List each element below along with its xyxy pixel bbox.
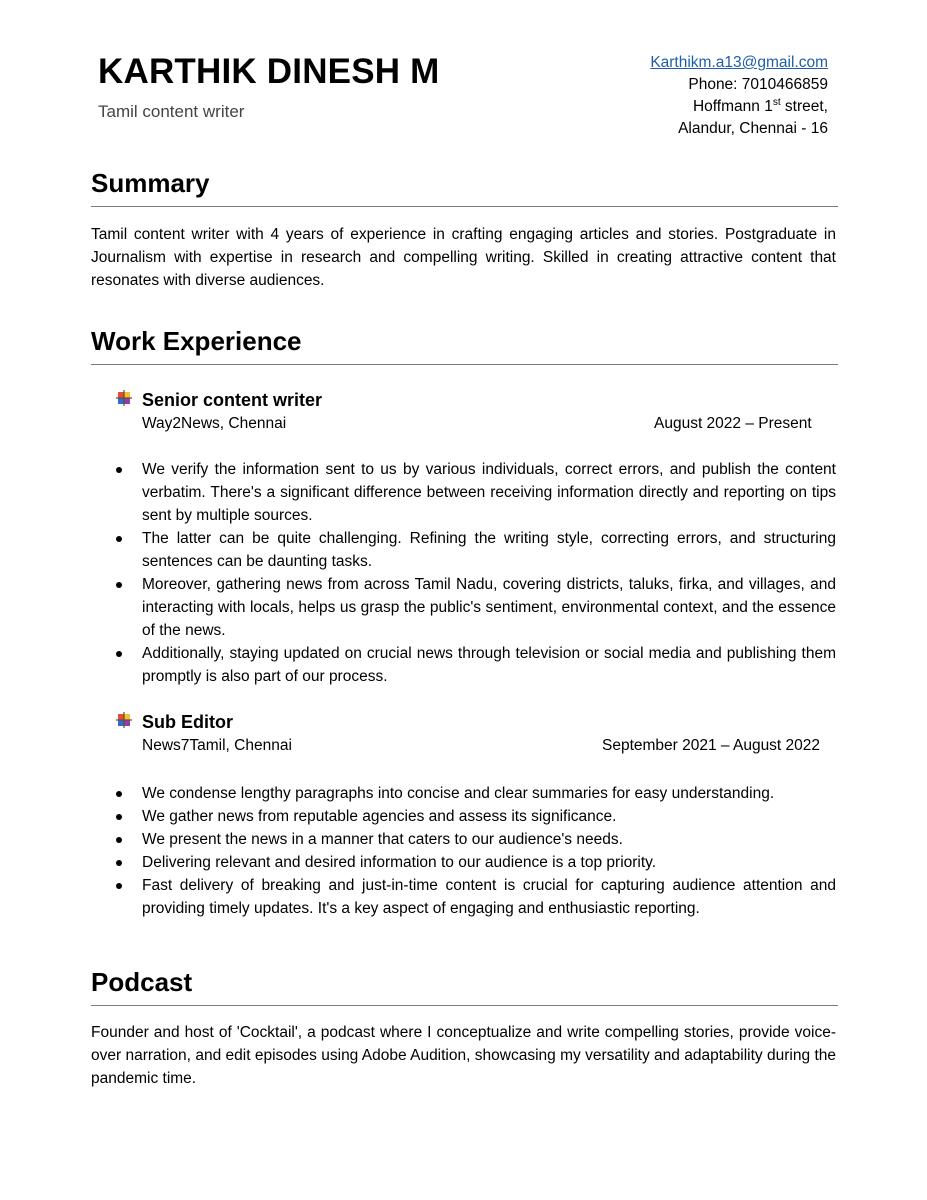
email-link[interactable]: Karthikm.a13@gmail.com [650,54,828,71]
bullet-dot-icon [116,791,122,797]
job-meta [116,735,836,757]
job-title-row [116,388,836,412]
work-experience-divider [91,364,838,365]
job-company: Way2News, Chennai [142,415,287,432]
job-dates: August 2022 – Present [654,415,812,432]
phone-text: Phone: 7010466859 [688,76,828,93]
bullet-dot-icon [116,860,122,866]
contact-block [650,52,828,140]
bullet-grid-icon [116,712,132,728]
list-item: We gather news from reputable agencies and assess its significance. [91,805,836,828]
summary-heading: Summary [91,168,210,198]
job-title-row [116,710,836,734]
job-meta [116,413,836,435]
bullet-dot-icon [116,837,122,843]
summary-divider [91,206,838,207]
bullet-dot-icon [116,814,122,820]
bullet-grid-icon [116,390,132,406]
bullet-dot-icon [116,467,122,473]
address-line-1: Hoffmann 1st street, [692,96,828,115]
job-company: News7Tamil, Chennai [142,737,292,754]
list-item: The latter can be quite challenging. Refining the writing style, correcting errors, and structuring sentences can be daunting tasks. [91,527,836,573]
job-entry-header [116,710,836,757]
list-item: We verify the information sent to us by various individuals, correct errors, and publish the content verbatim. There's a significant difference between receiving information directly and reporting on tips sent by multiple sources. [91,458,836,527]
podcast-text: Founder and host of 'Cocktail', a podcast where I conceptualize and write compelling stories, provide voice-over narration, and edit episodes using Adobe Audition, showcasing my versatility and adaptability during the pandemic time. [91,1024,836,1087]
bullet-dot-icon [116,582,122,588]
job-bullet-list [91,458,836,688]
bullet-dot-icon [116,883,122,889]
job-entry-header [116,388,836,435]
list-item: Moreover, gathering news from across Tamil Nadu, covering districts, taluks, firka, and villages, and interacting with locals, helps us grasp the public's sentiment, environmental context, and the essence of the news. [91,573,836,642]
list-item: We condense lengthy paragraphs into concise and clear summaries for easy understanding. [91,782,836,805]
candidate-subtitle: Tamil content writer [98,102,245,121]
list-item: Fast delivery of breaking and just-in-time content is crucial for capturing audience attention and providing timely updates. It's a key aspect of engaging and enthusiastic reporting. [91,874,836,920]
list-item: Additionally, staying updated on crucial news through television or social media and publishing them promptly is also part of our process. [91,642,836,688]
summary-text: Tamil content writer with 4 years of experience in crafting engaging articles and stories. Postgraduate in Journalism with expertise in research and compelling writing. Skilled in creating attractive content that resonates with diverse audiences. [91,226,836,289]
list-item: We present the news in a manner that caters to our audience's needs. [91,828,836,851]
job-title: Sub Editor [142,712,233,732]
list-item: Delivering relevant and desired information to our audience is a top priority. [91,851,836,874]
candidate-name: KARTHIK DINESH M [98,52,440,91]
job-bullet-list [91,782,836,920]
podcast-divider [91,1005,838,1006]
job-dates: September 2021 – August 2022 [602,737,821,754]
work-experience-heading: Work Experience [91,326,302,356]
bullet-dot-icon [116,651,122,657]
address-line-2: Alandur, Chennai - 16 [678,120,828,137]
podcast-heading: Podcast [91,967,193,997]
bullet-dot-icon [116,536,122,542]
job-title: Senior content writer [142,390,323,410]
